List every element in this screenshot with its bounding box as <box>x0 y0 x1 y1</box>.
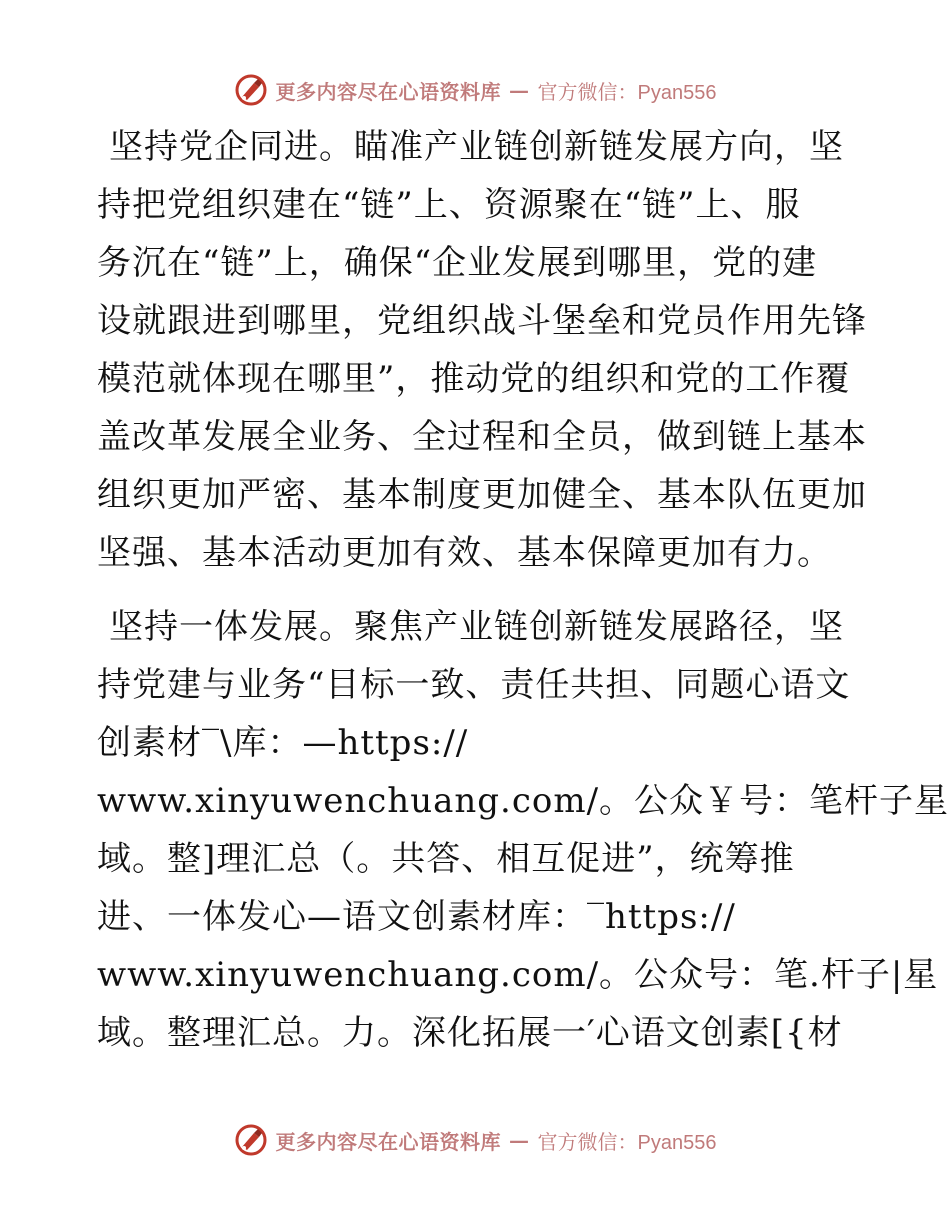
text-line: 务沉在“链”上，确保“企业发展到哪里，党的建 <box>97 243 818 283</box>
banner-dash: — <box>509 1128 530 1152</box>
banner-site-text: 更多内容尽在心语资料库 <box>275 79 502 104</box>
text-line: 设就跟进到哪里，党组织战斗堡垒和党员作用先锋 <box>97 301 867 341</box>
text-line: 组织更加严密、基本制度更加健全、基本队伍更加 <box>97 475 867 515</box>
text-line: 坚持一体发展。聚焦产业链创新链发展路径，坚 <box>109 607 844 647</box>
text-line: 创素材‾\库：—https:// <box>97 723 469 763</box>
footer-banner <box>0 1120 950 1160</box>
text-line: 盖改革发展全业务、全过程和全员，做到链上基本 <box>97 417 867 457</box>
paragraph-gap <box>97 582 857 598</box>
text-line: 坚强、基本活动更加有效、基本保障更加有力。 <box>97 533 832 573</box>
text-line: www.xinyuwenchuang.com/。公众号：笔.杆子|星 <box>97 955 939 995</box>
paragraph-party-enterprise <box>97 118 867 582</box>
document-body <box>97 118 950 1062</box>
text-line: 域。整理汇总。力。深化拓展一′心语文创素[{材 <box>97 1013 843 1053</box>
header-banner <box>0 70 950 110</box>
banner-dash: — <box>509 78 530 102</box>
red-pen-logo-icon <box>234 73 268 107</box>
banner-contact-text: 官方微信：Pyan556 <box>537 81 717 104</box>
text-line: 域。整]理汇总（。共答、相互促进”，统筹推 <box>97 839 795 879</box>
text-line: 坚持党企同进。瞄准产业链创新链发展方向，坚 <box>109 127 844 167</box>
text-line: 模范就体现在哪里”，推动党的组织和党的工作覆 <box>97 359 851 399</box>
text-line: 持把党组织建在“链”上、资源聚在“链”上、服 <box>97 185 801 225</box>
text-line: 进、一体发心—语文创素材库：‾https:// <box>97 897 736 937</box>
red-pen-logo-icon <box>234 1123 268 1157</box>
paragraph-integrated-development <box>97 598 950 1062</box>
banner-contact-text: 官方微信：Pyan556 <box>537 1131 717 1154</box>
banner-site-text: 更多内容尽在心语资料库 <box>275 1129 502 1154</box>
text-line: 持党建与业务“目标一致、责任共担、同题心语文 <box>97 665 851 705</box>
text-line: www.xinyuwenchuang.com/。公众￥号：笔杆子星 <box>97 781 950 821</box>
